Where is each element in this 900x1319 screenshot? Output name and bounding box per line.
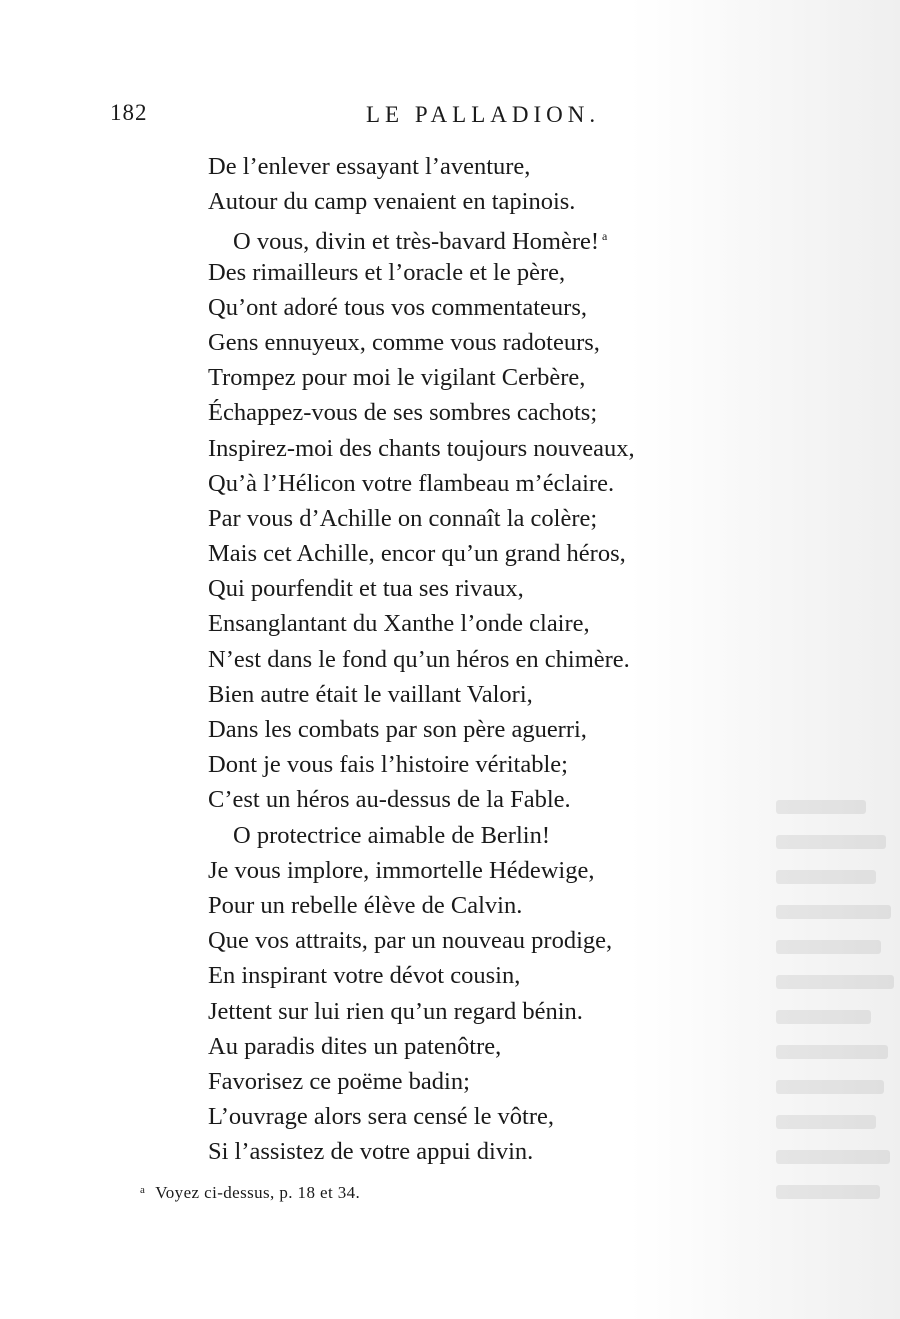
verse-line: Jettent sur lui rien qu’un regard bénin. bbox=[208, 997, 583, 1025]
verse-line: Je vous implore, immortelle Hédewige, bbox=[208, 856, 595, 884]
verse-line: Bien autre était le vaillant Valori, bbox=[208, 680, 533, 708]
verse-line: Pour un rebelle élève de Calvin. bbox=[208, 891, 523, 919]
verse-line bbox=[208, 219, 848, 254]
verse-line: Échappez-vous de ses sombres cachots; bbox=[208, 399, 598, 427]
verse-line: O protectrice aimable de Berlin! bbox=[233, 821, 550, 849]
verse-line: Qui pourfendit et tua ses rivaux, bbox=[208, 575, 524, 603]
verse-line: Dont je vous fais l’histoire véritable; bbox=[208, 751, 568, 779]
verse-line-text: O vous, divin et très-bavard Homère! bbox=[233, 228, 600, 256]
verse-line: En inspirant votre dévot cousin, bbox=[208, 962, 521, 990]
verse-line: Mais cet Achille, encor qu’un grand héros, bbox=[208, 540, 626, 568]
running-title: LE PALLADION. bbox=[366, 102, 601, 127]
verse-line: Si l’assistez de votre appui divin. bbox=[208, 1138, 534, 1166]
verse-line: Au paradis dites un patenôtre, bbox=[208, 1032, 502, 1060]
verse-line: C’est un héros au-dessus de la Fable. bbox=[208, 786, 571, 814]
verse-line: Qu’à l’Hélicon votre flambeau m’éclaire. bbox=[208, 469, 615, 497]
verse-line: N’est dans le fond qu’un héros en chimère. bbox=[208, 645, 630, 673]
verse-line: Trompez pour moi le vigilant Cerbère, bbox=[208, 364, 586, 392]
verse-line: Que vos attraits, par un nouveau prodige, bbox=[208, 927, 613, 955]
verse-line: Autour du camp venaient en tapinois. bbox=[208, 188, 576, 216]
verse-line: Par vous d’Achille on connaît la colère; bbox=[208, 504, 598, 532]
verse-line: De l’enlever essayant l’aventure, bbox=[208, 153, 531, 180]
verse-line: Ensanglantant du Xanthe l’onde claire, bbox=[208, 610, 590, 638]
verse-line: Qu’ont adoré tous vos commentateurs, bbox=[208, 293, 587, 321]
verse-line: Gens ennuyeux, comme vous radoteurs, bbox=[208, 328, 600, 356]
verse-line: L’ouvrage alors sera censé le vôtre, bbox=[208, 1103, 555, 1131]
footnote bbox=[140, 1183, 360, 1203]
verse-line: Dans les combats par son père aguerri, bbox=[208, 716, 587, 743]
verse-line: Des rimailleurs et l’oracle et le père, bbox=[208, 258, 566, 286]
page-number: 182 bbox=[110, 100, 148, 125]
footnote-reference[interactable]: a bbox=[602, 229, 608, 244]
footnote-mark: a bbox=[140, 1184, 146, 1196]
verse-line: Favorisez ce poëme badin; bbox=[208, 1067, 470, 1095]
footnote-text: Voyez ci-dessus, p. 18 et 34. bbox=[155, 1183, 361, 1202]
verse-line: Inspirez-moi des chants toujours nouveaux, bbox=[208, 434, 635, 462]
poem-verse bbox=[208, 149, 848, 1169]
